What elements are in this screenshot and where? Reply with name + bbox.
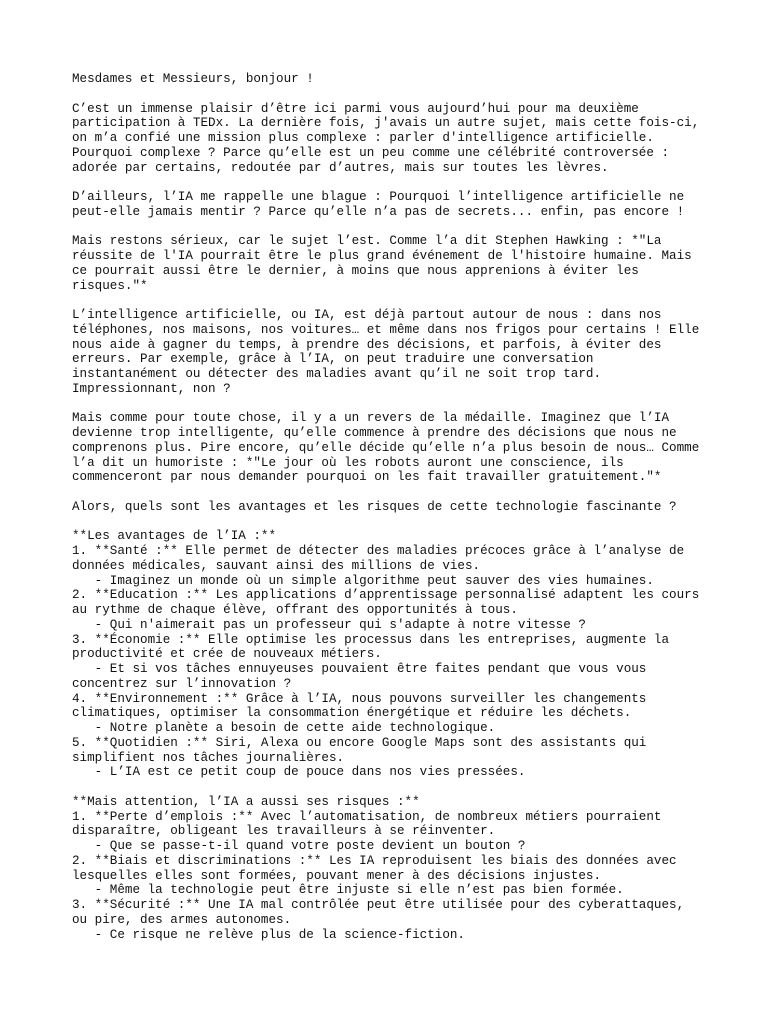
text-line: Mais restons sérieux, car le sujet l’est. Comme l’a dit Stephen Hawking : *"La bbox=[72, 234, 662, 249]
text-line: Mesdames et Messieurs, bonjour ! bbox=[72, 72, 314, 86]
list-item: 5. **Quotidien :** Siri, Alexa ou encore Google Maps sont des assistants qui bbox=[72, 735, 647, 750]
paragraph-ai-everywhere bbox=[72, 308, 702, 397]
list-item: simplifient nos tâches journalières. bbox=[72, 750, 345, 765]
paragraph-hawking-quote bbox=[72, 234, 702, 293]
document-page bbox=[72, 72, 702, 957]
list-item: climatiques, optimiser la consommation énergétique et réduire les déchets. bbox=[72, 706, 632, 721]
paragraph-intro bbox=[72, 102, 702, 176]
list-subitem: - L’IA est ce petit coup de pouce dans nos vies pressées. bbox=[72, 765, 526, 780]
list-subitem: - Notre planète a besoin de cette aide technologique. bbox=[72, 721, 496, 735]
text-line: Impressionnant, non ? bbox=[72, 381, 231, 396]
text-line: erreurs. Par exemple, grâce à l’IA, on peut traduire une conversation bbox=[72, 352, 594, 367]
list-item: 1. **Perte d’emplois :** Avec l’automatisation, de nombreux métiers pourraient bbox=[72, 809, 662, 824]
list-item: 3. **Économie :** Elle optimise les processus dans les entreprises, augmente la bbox=[72, 632, 670, 647]
paragraph-question bbox=[72, 500, 702, 515]
text-line: D’ailleurs, l’IA me rappelle une blague : Pourquoi l’intelligence artificielle ne bbox=[72, 190, 685, 204]
advantages-list bbox=[72, 529, 702, 780]
list-subitem: - Que se passe-t-il quand votre poste devient un bouton ? bbox=[72, 839, 526, 853]
text-line: adorée par certains, redoutée par d’autres, mais sur toutes les lèvres. bbox=[72, 160, 609, 175]
text-line: nous aide à gagner du temps, à prendre des décisions, et parfois, à éviter des bbox=[72, 337, 662, 352]
text-line: devienne trop intelligente, qu’elle commence à prendre des décisions que nous ne bbox=[72, 426, 677, 440]
list-item: au rythme de chaque élève, offrant des opportunités à tous. bbox=[72, 603, 518, 617]
list-item: productivité et crée de nouveaux métiers. bbox=[72, 647, 382, 662]
list-subitem: - Même la technologie peut être injuste si elle n’est pas bien formée. bbox=[72, 883, 624, 898]
list-item: 3. **Sécurité :** Une IA mal contrôlée peut être utilisée pour des cyberattaques, bbox=[72, 898, 685, 912]
text-line: ce pourrait aussi être le dernier, à moins que nous apprenions à éviter les bbox=[72, 263, 639, 278]
list-item: disparaître, obligeant les travailleurs à se réinventer. bbox=[72, 824, 496, 839]
text-line: Mais comme pour toute chose, il y a un revers de la médaille. Imaginez que l’IA bbox=[72, 411, 670, 426]
list-item: lesquelles elles sont formées, pouvant mener à des décisions injustes. bbox=[72, 868, 602, 883]
list-item: 2. **Biais et discriminations :** Les IA reproduisent les biais des données avec bbox=[72, 853, 677, 868]
text-line: C’est un immense plaisir d’être ici parmi vous aujourd’hui pour ma deuxième bbox=[72, 101, 639, 116]
text-line: comprenons plus. Pire encore, qu’elle décide qu’elle n’a plus besoin de nous… Comme bbox=[72, 440, 700, 455]
list-subitem: concentrez sur l’innovation ? bbox=[72, 676, 292, 691]
list-heading: **Mais attention, l’IA a aussi ses risques :** bbox=[72, 794, 420, 809]
paragraph-joke bbox=[72, 190, 702, 220]
text-line: L’intelligence artificielle, ou IA, est déjà partout autour de nous : dans nos bbox=[72, 308, 662, 322]
paragraph-flip-side bbox=[72, 411, 702, 485]
list-item: ou pire, des armes autonomes. bbox=[72, 912, 292, 927]
list-heading: **Les avantages de l’IA :** bbox=[72, 529, 277, 544]
list-subitem: - Qui n'aimerait pas un professeur qui s'adapte à notre vitesse ? bbox=[72, 617, 586, 632]
text-line: téléphones, nos maisons, nos voitures… et même dans nos frigos pour certains ! Elle bbox=[72, 322, 700, 337]
list-item: 4. **Environnement :** Grâce à l’IA, nous pouvons surveiller les changements bbox=[72, 691, 647, 706]
text-line: participation à TEDx. La dernière fois, j'avais un autre sujet, mais cette fois-ci, bbox=[72, 116, 700, 131]
list-subitem: - Imaginez un monde où un simple algorithme peut sauver des vies humaines. bbox=[72, 573, 654, 588]
list-item: 1. **Santé :** Elle permet de détecter des maladies précoces grâce à l’analyse de bbox=[72, 544, 685, 558]
text-line: risques."* bbox=[72, 278, 148, 293]
text-line: réussite de l'IA pourrait être le plus grand événement de l'histoire humaine. Mais bbox=[72, 249, 692, 263]
text-line: Alors, quels sont les avantages et les risques de cette technologie fascinante ? bbox=[72, 499, 677, 514]
text-line: commenceront par nous demander pourquoi on les fait travailler gratuitement."* bbox=[72, 470, 662, 485]
text-line: peut-elle jamais mentir ? Parce qu’elle n’a pas de secrets... enfin, pas encore ! bbox=[72, 204, 685, 219]
list-item: 2. **Education :** Les applications d’apprentissage personnalisé adaptent les cours bbox=[72, 588, 700, 603]
text-line: l’a dit un humoriste : *"Le jour où les robots auront une conscience, ils bbox=[72, 455, 624, 470]
list-subitem: - Et si vos tâches ennuyeuses pouvaient être faites pendant que vous vous bbox=[72, 662, 647, 676]
risks-list bbox=[72, 795, 702, 943]
list-subitem: - Ce risque ne relève plus de la science-fiction. bbox=[72, 927, 465, 942]
text-line: on m’a confié une mission plus complexe : parler d'intelligence artificielle. bbox=[72, 131, 654, 145]
paragraph-greeting bbox=[72, 72, 702, 87]
text-line: instantanément ou détecter des maladies avant qu’il ne soit trop tard. bbox=[72, 367, 602, 381]
list-item: données médicales, sauvant ainsi des millions de vies. bbox=[72, 558, 481, 573]
text-line: Pourquoi complexe ? Parce qu’elle est un peu comme une célébrité controversée : bbox=[72, 145, 670, 160]
